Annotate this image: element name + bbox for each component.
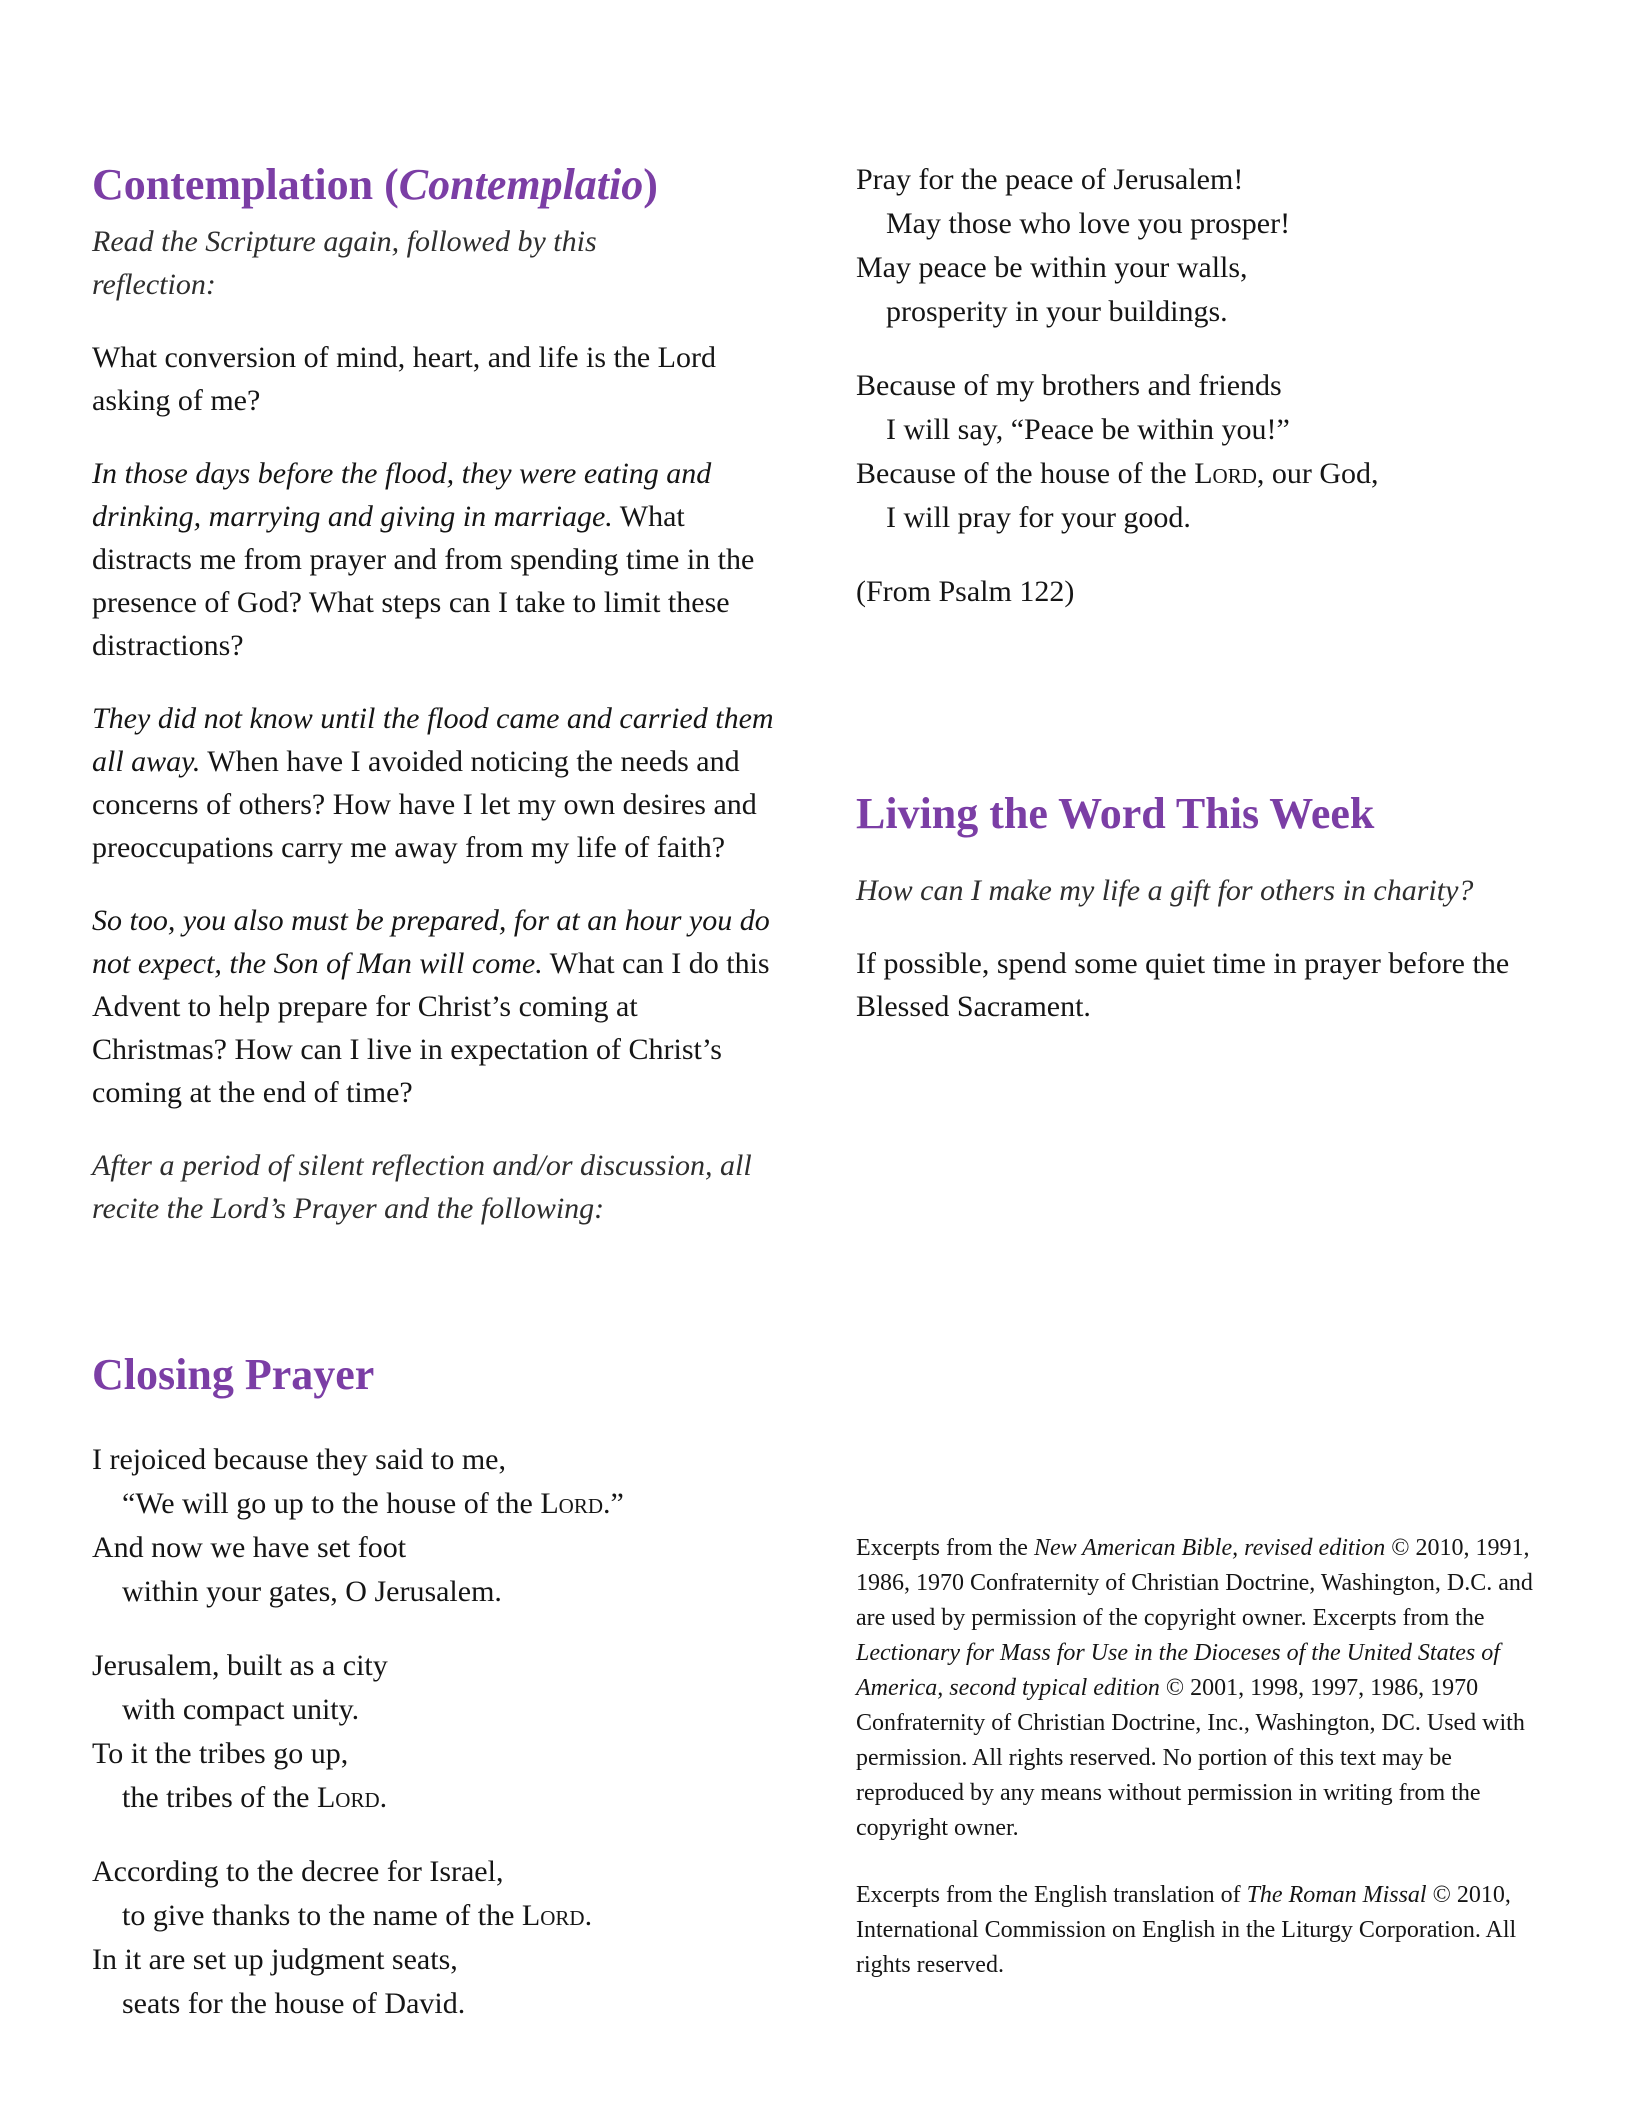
psalm-line: Because of my brothers and friends — [856, 369, 1282, 402]
psalm-stanza-1 — [856, 158, 1556, 334]
psalm-stanza-2 — [856, 364, 1556, 540]
psalm-line: prosperity in your buildings. — [886, 295, 1228, 328]
reflection-paragraph-4: So too, you also must be prepared, for at an hour you do not expect, the Son of Man will come. What can I do this Advent to help prepare for Christ’s coming at Christmas? How can I live in expectation of Christ’s coming at the end of time? — [92, 904, 770, 1109]
prayer-line: with compact unity. — [122, 1693, 360, 1726]
copyright-credits — [856, 1531, 1536, 1983]
contemplation-heading-pre: Contemplation ( — [92, 160, 399, 209]
living-the-word-heading: Living the Word This Week — [856, 789, 1375, 838]
prayer-line: to give thanks to the name of the Lord. — [122, 1899, 593, 1932]
psalm-line: Because of the house of the Lord, our God, — [856, 457, 1379, 490]
closing-prayer-stanza-2 — [92, 1644, 782, 1820]
reflection-paragraph-3: They did not know until the flood came and carried them all away. When have I avoided noticing the needs and concerns of others? How have I let my own desires and preoccupations carry me away from my life of faith? — [92, 702, 774, 864]
closing-prayer-heading: Closing Prayer — [92, 1350, 375, 1399]
right-column — [856, 158, 1556, 2015]
contemplation-heading-latin: Contemplatio — [398, 160, 644, 209]
contemplation-heading — [92, 158, 782, 212]
contemplation-instruction: Read the Scripture again, followed by this reflection: — [92, 225, 597, 301]
copyright-paragraph-2: Excerpts from the English translation of The Roman Missal © 2010, International Commission on English in the Liturgy Corporation. All rights reserved. — [856, 1882, 1517, 1978]
closing-prayer-stanza-3 — [92, 1850, 782, 2026]
psalm-line: I will say, “Peace be within you!” — [886, 413, 1290, 446]
contemplation-instruction-2: After a period of silent reflection and/or discussion, all recite the Lord’s Prayer and the following: — [92, 1149, 752, 1225]
psalm-attribution: (From Psalm 122) — [856, 575, 1075, 608]
psalm-line: I will pray for your good. — [886, 501, 1191, 534]
prayer-line: To it the tribes go up, — [92, 1737, 349, 1770]
prayer-line: the tribes of the Lord. — [122, 1781, 388, 1814]
contemplation-heading-post: ) — [643, 160, 658, 209]
prayer-line: seats for the house of David. — [122, 1987, 466, 2020]
copyright-paragraph-1: Excerpts from the New American Bible, revised edition © 2010, 1991, 1986, 1970 Confraternity of Christian Doctrine, Washington, D.C. and are used by permission of the copyright owner. Excerpts from the Lectionary for Mass for Use in the Dioceses of the United States of America, second typical edition © 2001, 1998, 1997, 1986, 1970 Confraternity of Christian Doctrine, Inc., Washington, DC. Used with permission. All rights reserved. No portion of this text may be reproduced by any means without permission in writing from the copyright owner. — [856, 1535, 1533, 1841]
left-column — [92, 158, 782, 2056]
closing-prayer-stanza-1 — [92, 1438, 782, 1614]
psalm-line: Pray for the peace of Jerusalem! — [856, 163, 1244, 196]
prayer-line: According to the decree for Israel, — [92, 1855, 504, 1888]
reflection-paragraph-2: In those days before the flood, they were eating and drinking, marrying and giving in marriage. What distracts me from prayer and from spending time in the presence of God? What steps can I take to limit these distractions? — [92, 457, 755, 662]
psalm-line: May peace be within your walls, — [856, 251, 1248, 284]
prayer-line: within your gates, O Jerusalem. — [122, 1575, 502, 1608]
prayer-line: In it are set up judgment seats, — [92, 1943, 458, 1976]
prayer-line: Jerusalem, built as a city — [92, 1649, 388, 1682]
reflection-paragraph-1: What conversion of mind, heart, and life is the Lord asking of me? — [92, 341, 716, 417]
prayer-line: I rejoiced because they said to me, — [92, 1443, 506, 1476]
psalm-line: May those who love you prosper! — [886, 207, 1291, 240]
living-question: How can I make my life a gift for others in charity? — [856, 874, 1474, 907]
living-body: If possible, spend some quiet time in prayer before the Blessed Sacrament. — [856, 947, 1510, 1023]
prayer-line: “We will go up to the house of the Lord.” — [122, 1487, 624, 1520]
prayer-line: And now we have set foot — [92, 1531, 407, 1564]
